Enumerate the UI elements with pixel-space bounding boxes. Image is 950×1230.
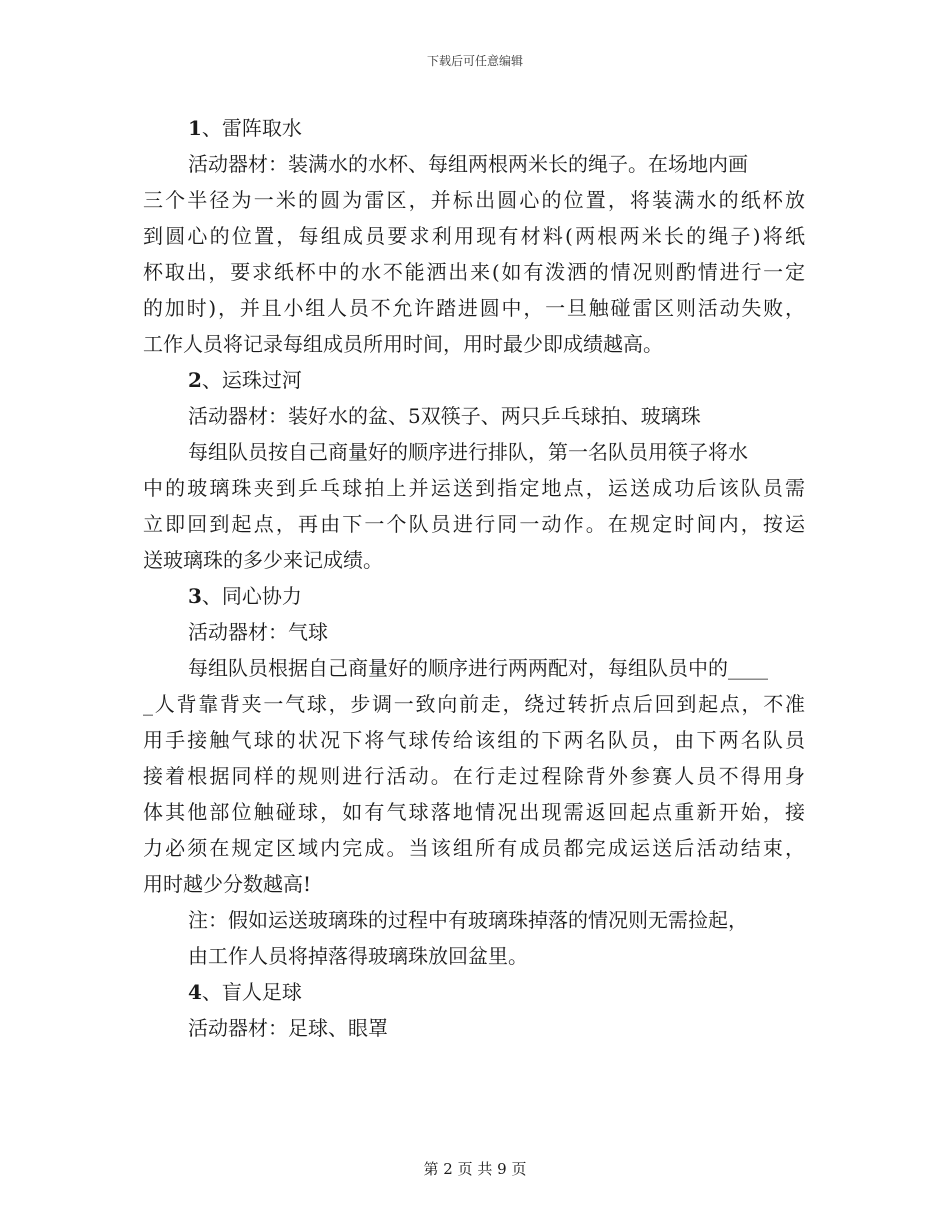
section-2-line-3: 立即回到起点，再由下一个队员进行同一动作。在规定时间内，按运 <box>143 512 805 536</box>
section-4-number: 4 <box>188 980 202 1004</box>
page-number: 第 2 页 共 9 页 <box>423 1160 527 1178</box>
section-1-number: 1 <box>188 116 202 140</box>
section-2-title: 、运珠过河 <box>201 368 302 392</box>
document-body <box>143 110 805 1046</box>
section-3-title: 、同心协力 <box>201 584 302 608</box>
section-4-heading <box>143 974 805 1010</box>
section-3-note-line-2: 由工作人员将掉落得玻璃珠放回盆里。 <box>188 944 528 968</box>
section-2-line-4: 送玻璃珠的多少来记成绩。 <box>143 548 383 572</box>
section-3-line-2: _人背靠背夹一气球，步调一致向前走，绕过转折点后回到起点，不准 <box>143 692 805 716</box>
section-1-line-5: 的加时)，并且小组人员不允许踏进圆中，一旦触碰雷区则活动失败， <box>143 296 805 320</box>
section-1-heading <box>143 110 805 146</box>
section-4-title: 、盲人足球 <box>201 980 302 1004</box>
section-3-line-5: 体其他部位触碰球，如有气球落地情况出现需返回起点重新开始，接 <box>143 800 805 824</box>
section-3-equipment: 活动器材：气球 <box>188 620 328 644</box>
section-2-line-1: 每组队员按自己商量好的顺序进行排队，第一名队员用筷子将水 <box>188 440 748 464</box>
section-2-equipment: 活动器材：装好水的盆、5双筷子、两只乒乓球拍、玻璃珠 <box>188 404 701 428</box>
section-3-line-1: 每组队员根据自己商量好的顺序进行两两配对，每组队员中的____ <box>188 656 768 680</box>
section-3-line-4: 接着根据同样的规则进行活动。在行走过程除背外参赛人员不得用身 <box>143 764 805 788</box>
section-3-line-7: 用时越少分数越高! <box>143 872 312 896</box>
section-1-line-6: 工作人员将记录每组成员所用时间，用时最少即成绩越高。 <box>143 332 663 356</box>
section-3-line-3: 用手接触气球的状况下将气球传给该组的下两名队员，由下两名队员 <box>143 728 805 752</box>
section-3-line-6: 力必须在规定区域内完成。当该组所有成员都完成运送后活动结束， <box>143 836 805 860</box>
section-1-line-3: 到圆心的位置，每组成员要求利用现有材料(两根两米长的绳子)将纸 <box>143 224 805 248</box>
section-2-number: 2 <box>188 368 202 392</box>
section-1-title: 、雷阵取水 <box>201 116 302 140</box>
section-2-line-2: 中的玻璃珠夹到乒乓球拍上并运送到指定地点，运送成功后该队员需 <box>143 476 805 500</box>
section-2-heading <box>143 362 805 398</box>
section-3-heading <box>143 578 805 614</box>
section-3-note-line-1: 注：假如运送玻璃珠的过程中有玻璃珠掉落的情况则无需捡起， <box>188 908 748 932</box>
header-note: 下载后可任意编辑 <box>426 54 523 68</box>
section-3-number: 3 <box>188 584 202 608</box>
section-1-line-1: 活动器材：装满水的水杯、每组两根两米长的绳子。在场地内画 <box>188 152 748 176</box>
section-1-line-2: 三个半径为一米的圆为雷区，并标出圆心的位置，将装满水的纸杯放 <box>143 188 805 212</box>
section-4-equipment: 活动器材：足球、眼罩 <box>188 1016 388 1040</box>
section-1-line-4: 杯取出，要求纸杯中的水不能洒出来(如有泼洒的情况则酌情进行一定 <box>143 260 805 284</box>
